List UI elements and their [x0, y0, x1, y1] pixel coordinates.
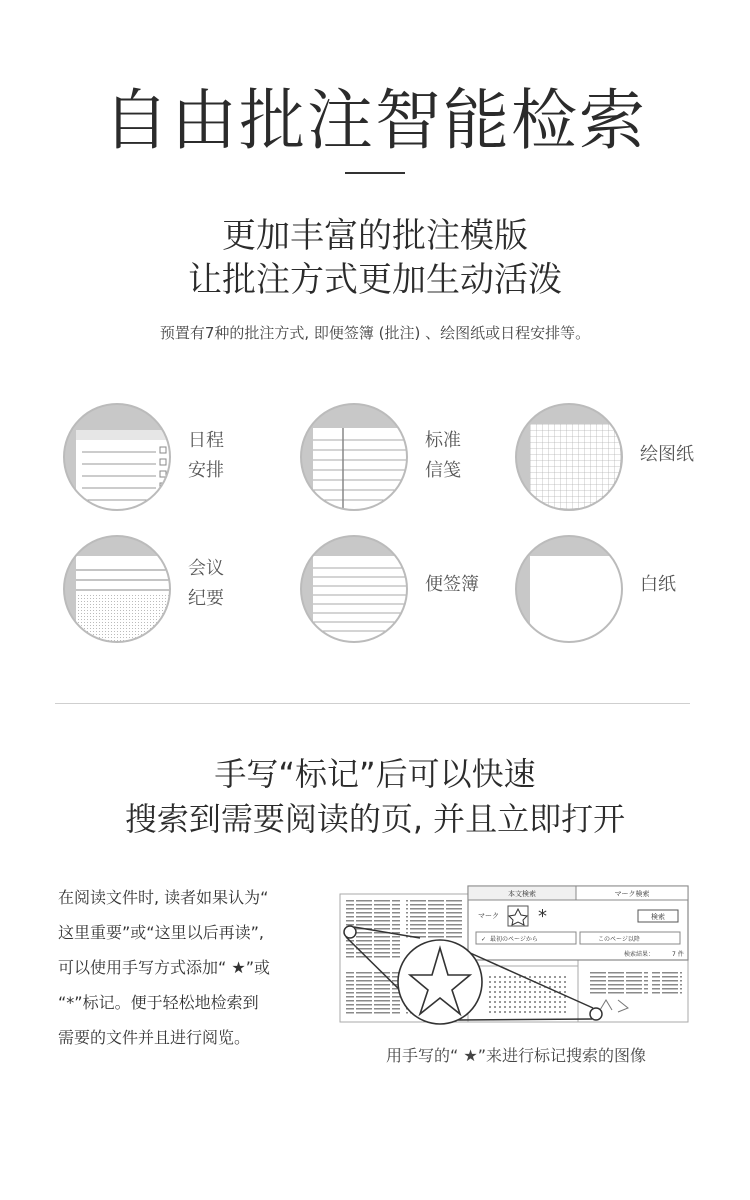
body-line: 需要的文件并且进行阅览。 [58, 1028, 251, 1047]
template-label-line-1: 绘图纸 [640, 444, 694, 465]
body-line: 可以使用手写方式添加“ ★”或 [58, 958, 271, 977]
mark-search-illustration-svg [338, 880, 694, 1030]
meeting-minutes-template-icon [60, 532, 180, 652]
template-label-line-1: 会议 [188, 558, 224, 579]
template-meeting-minutes [60, 532, 280, 652]
standard-letter-template-icon [297, 400, 417, 520]
tab-text-search: 本文検索 [508, 890, 536, 898]
subtitle-line-2: 让批注方式更加生动活泼 [188, 260, 562, 300]
svg-text:✓: ✓ [481, 936, 487, 943]
tab-mark-search: マーク検索 [614, 890, 650, 898]
body-line: 这里重要”或“这里以后再读”, [58, 923, 264, 942]
illustration-caption: 用手写的“ ★”来进行标记搜索的图像 [385, 1046, 646, 1065]
result-count: 7 件 [672, 951, 684, 958]
template-label-line-2: 安排 [188, 460, 224, 481]
template-graph-paper [512, 400, 732, 520]
option-from-first-page: 最初のページから [490, 936, 538, 943]
schedule-template-icon [60, 400, 180, 520]
search-button-text: 検索 [651, 913, 665, 921]
template-standard-letter [297, 400, 517, 520]
section-divider [55, 703, 690, 704]
description-text: 预置有7种的批注方式, 即便签簿 (批注) 、绘图纸或日程安排等。 [159, 324, 591, 342]
graph-paper-template-icon [512, 400, 632, 520]
template-memo-pad [297, 532, 517, 652]
section2-title-line-1: 手写“标记”后可以快速 [214, 755, 536, 793]
page-title: 自由批注智能检索 [103, 82, 647, 159]
subtitle-line-1: 更加丰富的批注模版 [222, 216, 528, 256]
option-from-this-page: このページ以降 [598, 936, 640, 943]
template-label-line-1: 标准 [425, 430, 461, 451]
section2-title-line-2: 搜索到需要阅读的页, 并且立即打开 [124, 800, 626, 838]
template-schedule [60, 400, 280, 520]
template-label-line-2: 信笺 [425, 460, 461, 481]
title-underline [345, 172, 405, 174]
result-label: 検索結果： [624, 951, 655, 958]
mark-label: マーク [478, 912, 499, 920]
memo-pad-template-icon [297, 532, 417, 652]
body-line: “*”标记。便于轻松地检索到 [58, 993, 259, 1012]
blank-paper-template-icon [512, 532, 632, 652]
mark-search-illustration [338, 880, 694, 1030]
section2-body-text [58, 880, 328, 1055]
template-label-line-1: 白纸 [640, 574, 676, 595]
body-line: 在阅读文件时, 读者如果认为“ [58, 888, 269, 907]
template-blank-paper [512, 532, 732, 652]
template-label-line-1: 日程 [188, 430, 224, 451]
svg-text:*: * [538, 906, 547, 927]
template-label-line-2: 纪要 [188, 588, 224, 609]
template-label-line-1: 便签簿 [425, 574, 479, 595]
